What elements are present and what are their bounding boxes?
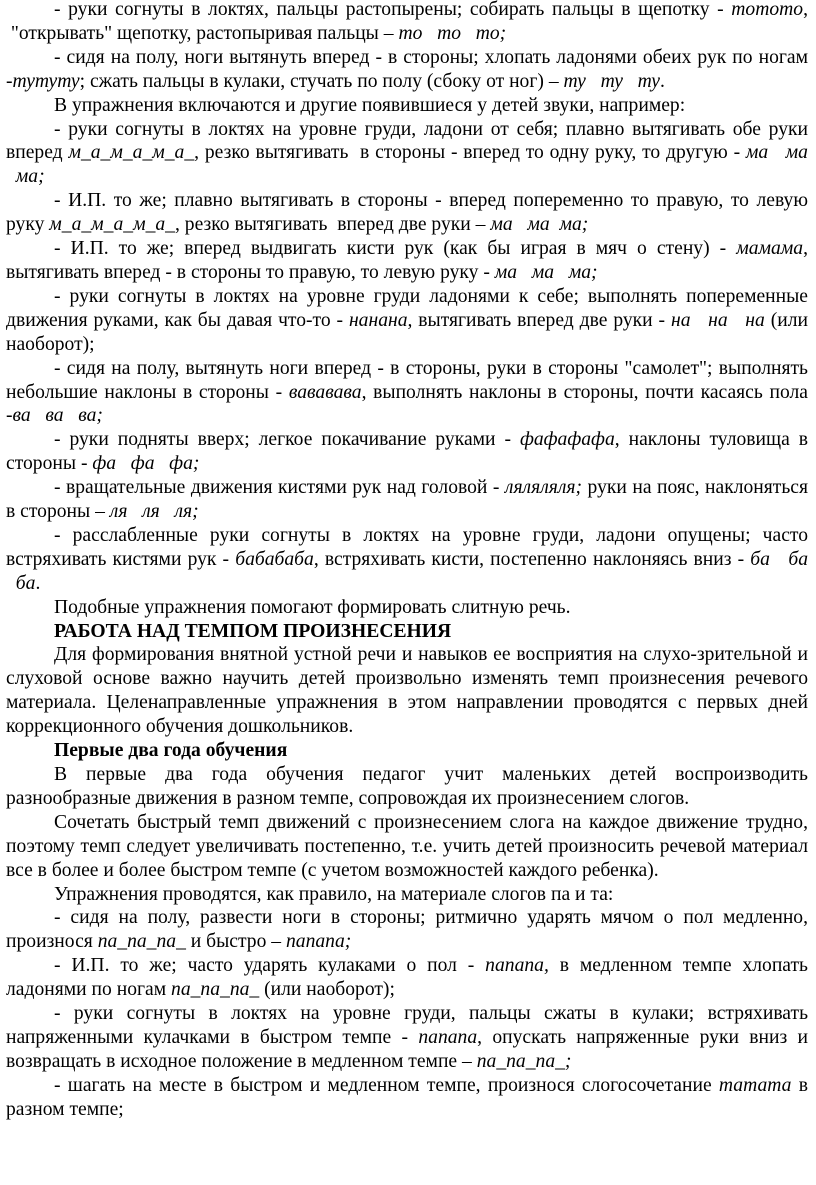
heading: Первые два года обучения bbox=[54, 740, 288, 762]
paragraph: - руки согнуты в локтях, пальцы растопырены; собирать пальцы в щепотку - тототo, "открывать" щепотку, растопыривая пальцы – то то то; bbox=[6, 0, 808, 44]
paragraph: Сочетать быстрый темп движений с произнесением слога на каждое движение трудно, поэтому темп следует увеличивать постепенно, т.е. учить детей произносить речевой материал все в более и более быстром темпе (с учетом возможностей каждого ребенка). bbox=[6, 811, 808, 881]
paragraph: - руки согнуты в локтях на уровне груди, пальцы сжаты в кулаки; встряхивать напряженными кулачками в быстром темпе - папапа, опускать напряженные руки вниз и возвращать в исходное положение в медленном темпе – па_па_па_; bbox=[6, 1003, 808, 1072]
paragraph: Подобные упражнения помогают формировать слитную речь. bbox=[54, 596, 571, 618]
paragraph: - вращательные движения кистями рук над головой - ляляляля; руки на пояс, наклоняться в стороны – ля ля ля; bbox=[6, 477, 809, 523]
paragraph: - руки согнуты в локтях на уровне груди, ладони от себя; плавно вытягивать обе руки вперед м_а_м_а_м_а_, резко вытягивать в стороны - вперед то одну руку, то другую - ма ма ма; bbox=[6, 118, 808, 188]
paragraph: Упражнения проводятся, как правило, на материале слогов па и та: bbox=[54, 883, 614, 905]
paragraph: В первые два года обучения педагог учит маленьких детей воспроизводить разнообразные движения в разном темпе, сопровождая их произнесением слогов. bbox=[6, 764, 808, 809]
paragraph: - сидя на полу, вытянуть ноги вперед - в стороны, руки в стороны "самолет"; выполнять небольшие наклоны в стороны - вававава, выполнять наклоны в стороны, почти касаясь пола -ва ва ва; bbox=[6, 357, 808, 427]
paragraph: - сидя на полу, развести ноги в стороны; ритмично ударять мячом о пол медленно, произнося па_па_па_ и быстро – папапа; bbox=[6, 907, 808, 953]
paragraph: В упражнения включаются и другие появившиеся у детей звуки, например: bbox=[54, 94, 686, 116]
paragraph: - И.П. то же; вперед выдвигать кисти рук (как бы играя в мяч о стену) - мамама, вытягивать вперед - в стороны то правую, то левую руку - ма ма ма; bbox=[6, 238, 808, 283]
paragraph: - И.П. то же; плавно вытягивать в стороны - вперед попеременно то правую, то левую руку м_а_м_а_м_а_, резко вытягивать вперед две руки – ма ма ма; bbox=[6, 190, 808, 236]
heading: РАБОТА НАД ТЕМПОМ ПРОИЗНЕСЕНИЯ bbox=[54, 620, 452, 642]
paragraph: Для формирования внятной устной речи и навыков ее восприятия на слухо-зрительной и слуховой основе важно научить детей произвольно изменять темп произнесения речевого материала. Целенаправленные упражнения в этом направлении проводятся с первых дней коррекционного обучения дошкольников. bbox=[6, 644, 808, 738]
paragraph: - сидя на полу, ноги вытянуть вперед - в стороны; хлопать ладонями обеих рук по ногам -тутуту; сжать пальцы в кулаки, стучать по полу (сбоку от ног) – ту ту ту. bbox=[6, 46, 808, 92]
paragraph: - И.П. то же; часто ударять кулаками о пол - папапа, в медленном темпе хлопать ладонями по ногам па_па_па_ (или наоборот); bbox=[6, 955, 808, 1001]
paragraph: - расслабленные руки согнуты в локтях на уровне груди, ладони опущены; часто встряхивать кистями рук - бабабаба, встряхивать кисти, постепенно наклоняясь вниз - ба ба ба. bbox=[6, 524, 808, 594]
paragraph: - шагать на месте в быстром и медленном темпе, произнося слогосочетание татата в разном темпе; bbox=[6, 1074, 808, 1120]
paragraph: - руки подняты вверх; легкое покачивание руками - фафафафа, наклоны туловища в стороны - фа фа фа; bbox=[6, 429, 808, 475]
paragraph: - руки согнуты в локтях на уровне груди ладонями к себе; выполнять попеременные движения руками, как бы давая что-то - нанана, вытягивать вперед две руки - на на на (или наоборот); bbox=[6, 285, 808, 355]
